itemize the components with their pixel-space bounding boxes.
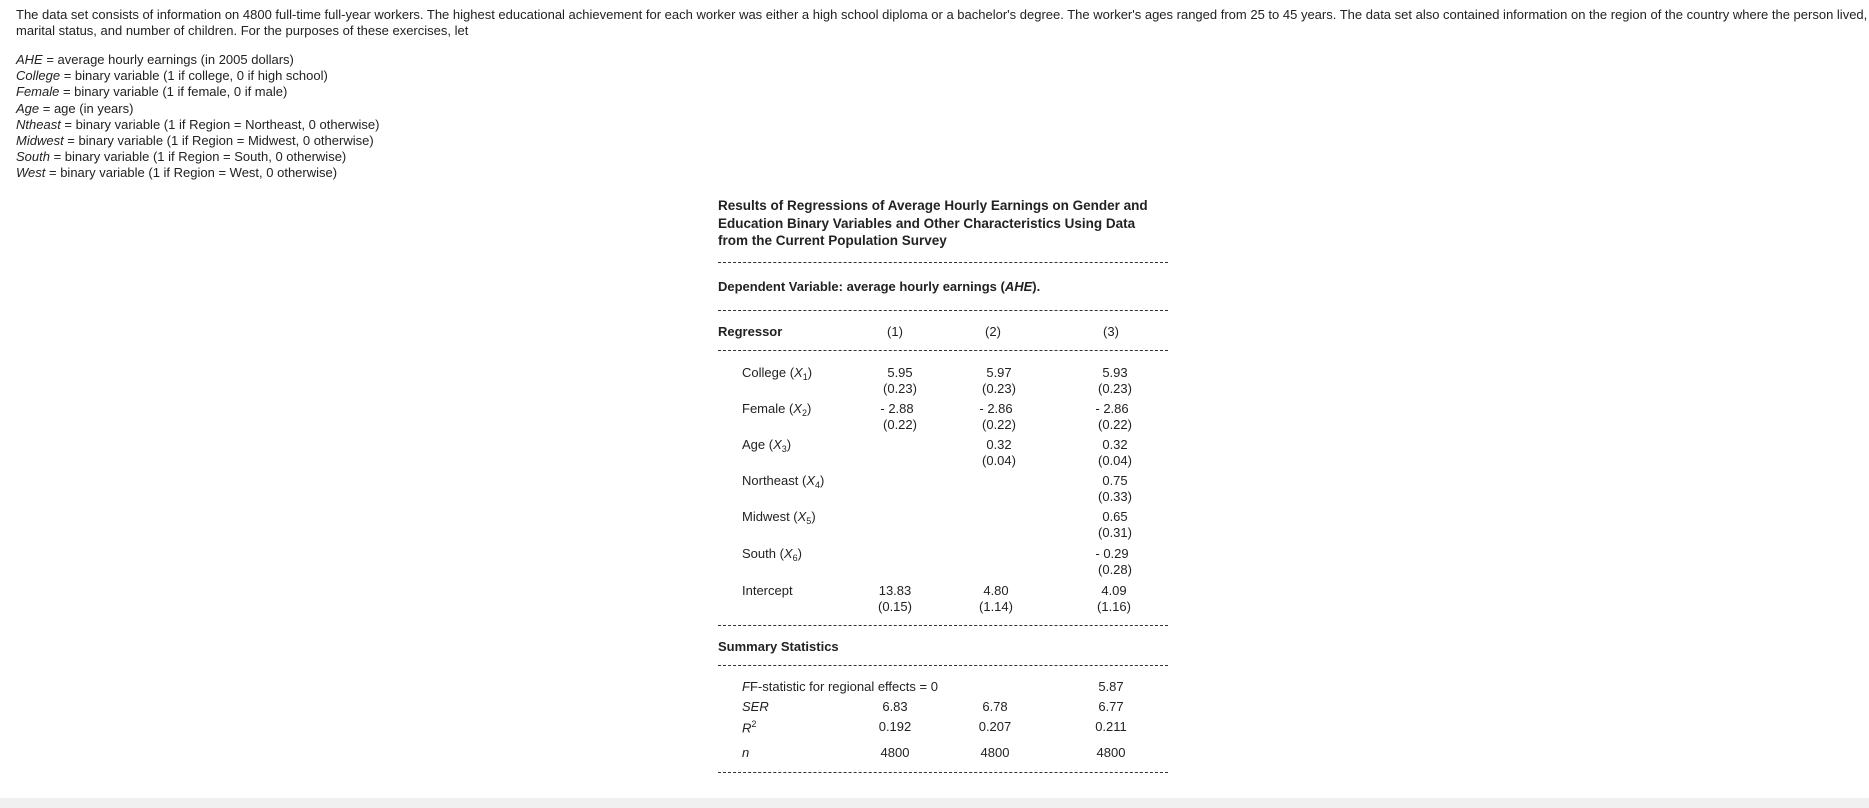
n-col-2: 4800 bbox=[980, 745, 1010, 760]
cell-se: (0.22) bbox=[883, 417, 917, 432]
cell-se: (0.23) bbox=[883, 381, 917, 396]
cell-se: (0.28) bbox=[1098, 562, 1132, 577]
header-col-3: (3) bbox=[1103, 324, 1119, 339]
dependent-variable-label: Dependent Variable: average hourly earnings (AHE). bbox=[718, 279, 1041, 294]
cell-value: 5.95 bbox=[887, 365, 913, 380]
cell-se: (0.33) bbox=[1098, 489, 1132, 504]
definition-ahe: AHE = average hourly earnings (in 2005 dollars) bbox=[16, 52, 294, 67]
cell-se: (0.22) bbox=[982, 417, 1016, 432]
cell-se: (0.22) bbox=[1098, 417, 1132, 432]
row-label-midwest: Midwest $(X_5)$ bbox=[742, 509, 816, 526]
n-col-3: 4800 bbox=[1096, 745, 1126, 760]
r2-col-3: 0.211 bbox=[1095, 719, 1127, 734]
cell-value: 13.83 bbox=[878, 583, 912, 598]
cell-se: (0.04) bbox=[1098, 453, 1132, 468]
table-rule bbox=[718, 350, 1168, 351]
r2-col-1: 0.192 bbox=[878, 719, 912, 734]
row-label-intercept: Intercept bbox=[742, 583, 793, 598]
definition-college: College = binary variable (1 if college, 0 if high school) bbox=[16, 68, 328, 84]
cell-se: (0.04) bbox=[982, 453, 1016, 468]
cell-se: (1.16) bbox=[1097, 599, 1131, 614]
cell-se: (0.23) bbox=[982, 381, 1016, 396]
cell-se: (1.14) bbox=[979, 599, 1013, 614]
fstat-label: FF-statistic for regional effects = 0 bbox=[742, 679, 938, 694]
cell-value: 0.32 bbox=[1102, 437, 1128, 452]
r2-label: $R^2$ bbox=[742, 719, 757, 736]
cell-value: - 0.29 bbox=[1095, 546, 1129, 561]
ser-col-2: 6.78 bbox=[982, 699, 1008, 714]
row-label-south: South $(X_6)$ bbox=[742, 546, 802, 563]
cell-value: 4.80 bbox=[983, 583, 1009, 598]
row-label-northeast: Northeast $(X_4)$ bbox=[742, 473, 825, 490]
header-regressor: Regressor bbox=[718, 324, 783, 339]
n-label: n bbox=[742, 745, 750, 760]
cell-value: - 2.88 bbox=[880, 401, 914, 416]
cell-value: 0.75 bbox=[1102, 473, 1128, 488]
intro-line-1: The data set consists of information on 4800 full-time full-year workers. The highest educational achievement for each worker was either a high school diploma or a bachelor's degree. The worker's ages ranged from 25 to 45 years. The data set also contained information on the region of the country where the person lived, bbox=[16, 7, 1868, 22]
intro-paragraph bbox=[16, 7, 1869, 39]
definition-midwest: Midwest = binary variable (1 if Region = Midwest, 0 otherwise) bbox=[16, 133, 374, 149]
cell-se: (0.31) bbox=[1098, 525, 1132, 540]
cell-value: 0.32 bbox=[986, 437, 1012, 452]
table-rule bbox=[718, 262, 1168, 263]
definition-west: West = binary variable (1 if Region = West, 0 otherwise) bbox=[16, 165, 338, 181]
n-col-1: 4800 bbox=[880, 745, 910, 760]
cell-value: 5.97 bbox=[986, 365, 1012, 380]
summary-statistics-title: Summary Statistics bbox=[718, 639, 839, 654]
row-label-college: College $(X_1)$ bbox=[742, 365, 813, 382]
ser-label: SER bbox=[742, 699, 769, 714]
intro-line-2: marital status, and number of children. For the purposes of these exercises, let bbox=[16, 23, 469, 38]
definition-age: Age = age (in years) bbox=[16, 100, 134, 116]
table-title: Results of Regressions of Average Hourly Earnings on Gender and Education Binary Variables and Other Characteristics Using Data from the Current Population Survey bbox=[718, 198, 1148, 248]
variable-definitions bbox=[16, 52, 379, 182]
ser-col-3: 6.77 bbox=[1098, 699, 1124, 714]
header-col-2: (2) bbox=[985, 324, 1001, 339]
cell-value: - 2.86 bbox=[1095, 401, 1129, 416]
fstat-value: 5.87 bbox=[1098, 679, 1124, 694]
cell-value: - 2.86 bbox=[979, 401, 1013, 416]
row-label-age: Age $(X_3)$ bbox=[742, 437, 792, 454]
header-col-1: (1) bbox=[887, 324, 903, 339]
page-bottom-bar bbox=[0, 798, 1869, 808]
table-rule bbox=[718, 310, 1168, 311]
table-rule bbox=[718, 665, 1168, 666]
row-label-female: Female $(X_2)$ bbox=[742, 401, 812, 418]
definition-ntheast: Ntheast = binary variable (1 if Region = Northeast, 0 otherwise) bbox=[16, 116, 380, 132]
definition-south: South = binary variable (1 if Region = South, 0 otherwise) bbox=[16, 149, 347, 165]
cell-se: (0.15) bbox=[878, 599, 912, 614]
ser-col-1: 6.83 bbox=[882, 699, 908, 714]
table-rule bbox=[718, 625, 1168, 626]
cell-value: 0.65 bbox=[1102, 509, 1128, 524]
definition-female: Female = binary variable (1 if female, 0 if male) bbox=[16, 84, 288, 100]
cell-value: 5.93 bbox=[1102, 365, 1128, 380]
cell-se: (0.23) bbox=[1098, 381, 1132, 396]
table-rule bbox=[718, 772, 1168, 773]
cell-value: 4.09 bbox=[1101, 583, 1127, 598]
r2-col-2: 0.207 bbox=[978, 719, 1012, 734]
